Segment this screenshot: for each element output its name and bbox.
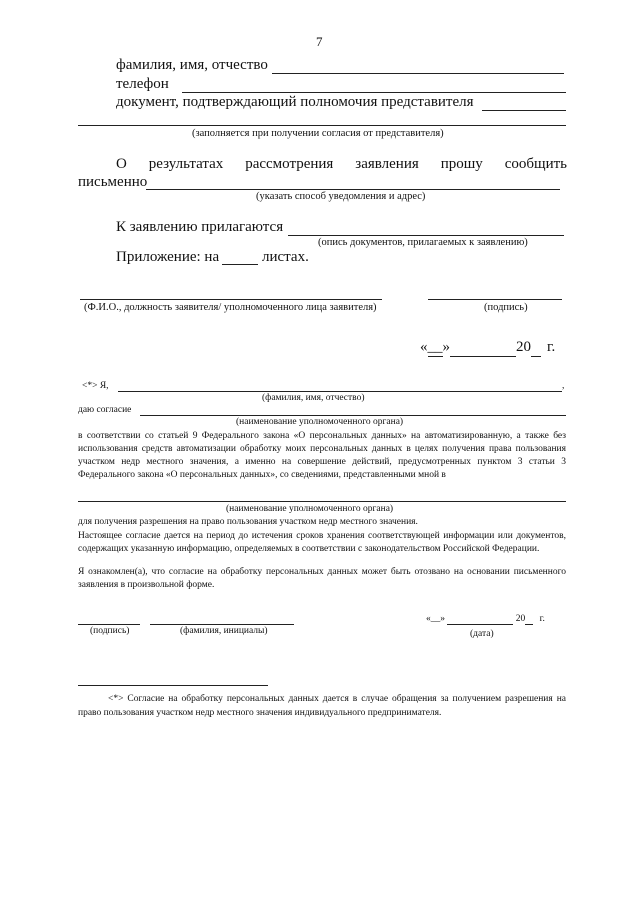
consent-year-line[interactable] <box>525 614 533 625</box>
consent-give-label: даю согласие <box>78 405 132 415</box>
date-close-quote: » <box>442 339 450 355</box>
result-method-line[interactable] <box>146 189 560 190</box>
applicant-sign-line[interactable] <box>428 299 562 300</box>
consent-year-prefix: 20 <box>515 614 526 624</box>
result-word: рассмотрения <box>245 156 334 172</box>
consent-ya: Я, <box>99 381 109 391</box>
appendix-suffix: листах. <box>262 249 309 265</box>
consent-date-note: (дата) <box>470 629 494 639</box>
rep-fio-label: фамилия, имя, отчество <box>116 57 268 73</box>
consent-comma: , <box>562 381 565 391</box>
result-request-line <box>116 156 567 173</box>
rep-fio-line[interactable] <box>272 73 564 74</box>
consent-organ-line-2[interactable] <box>78 501 566 502</box>
consent-initials-line[interactable] <box>150 624 294 625</box>
result-word: О <box>116 156 127 172</box>
rep-doc-label: документ, подтверждающий полномочия представителя <box>116 94 474 110</box>
consent-intro <box>82 381 109 391</box>
result-word: сообщить <box>504 156 567 172</box>
page-number: 7 <box>316 34 323 49</box>
attach-note: (опись документов, прилагаемых к заявлению) <box>318 237 528 248</box>
day-blank[interactable]: __ <box>427 339 443 355</box>
result-word: прошу <box>440 156 483 172</box>
footnote-separator <box>78 685 268 686</box>
consent-fio-note: (фамилия, имя, отчество) <box>262 393 365 403</box>
appendix-prefix: Приложение: на <box>116 249 220 265</box>
consent-month-line[interactable] <box>447 614 513 625</box>
consent-date <box>426 614 545 625</box>
footnote-marker: <*> <box>82 381 98 391</box>
consent-sign-note: (подпись) <box>90 626 130 636</box>
rep-extra-line[interactable] <box>78 125 566 126</box>
result-word: результатах <box>148 156 224 172</box>
date-open-quote: « <box>420 339 428 355</box>
attach-label: К заявлению прилагаются <box>116 219 284 235</box>
year-prefix: 20 <box>516 339 531 355</box>
appendix-pages-line[interactable] <box>222 264 258 265</box>
year-suffix: г. <box>547 339 556 355</box>
application-date <box>420 339 555 357</box>
applicant-note: (Ф.И.О., должность заявителя/ уполномоченного лица заявителя) <box>84 302 377 313</box>
consent-organ-note-1: (наименование уполномоченного органа) <box>236 417 404 427</box>
applicant-name-line[interactable] <box>80 299 382 300</box>
year-line[interactable] <box>531 339 541 357</box>
consent-date-day[interactable]: «__» <box>426 614 445 624</box>
applicant-sign-note: (подпись) <box>484 302 528 313</box>
consent-paragraph-1: в соответствии со статьей 9 Федерального закона «О персональных данных» на автоматизированную, а также без использования средств автоматизации обработку моих персональных данных в целях получения права пользования участком недр местного значения, а именно на совершение действий, предусмотренных пунктом 3 статьи 3 Федерального закона «О персональных данных», со сведениями, представленными мной в <box>78 431 566 480</box>
consent-organ-line-1[interactable] <box>140 415 566 416</box>
rep-phone-line[interactable] <box>182 92 566 93</box>
consent-fio-line[interactable] <box>118 391 562 392</box>
rep-phone-label: телефон <box>116 76 169 92</box>
consent-initials-note: (фамилия, инициалы) <box>180 626 268 636</box>
rep-doc-line[interactable] <box>482 110 566 111</box>
consent-paragraph-4: Я ознакомлен(а), что согласие на обработку персональных данных может быть отозвано на основании письменного заявления в произвольной форме. <box>78 567 566 590</box>
result-note: (указать способ уведомления и адрес) <box>256 191 426 202</box>
consent-paragraph-2: для получения разрешения на право пользования участком недр местного значения. <box>78 517 418 527</box>
result-word: заявления <box>355 156 419 172</box>
result-method-label: письменно <box>78 174 148 190</box>
footnote-text: <*> Согласие на обработку персональных данных дается в случае обращения за получением разрешения на право пользования участком недр местного значения индивидуального предпринимателя. <box>78 694 566 718</box>
month-line[interactable] <box>450 339 516 357</box>
attach-line[interactable] <box>288 235 564 236</box>
consent-organ-note-2: (наименование уполномоченного органа) <box>226 504 394 514</box>
rep-note: (заполняется при получении согласия от представителя) <box>192 128 444 139</box>
consent-sign-line[interactable] <box>78 624 140 625</box>
consent-paragraph-3: Настоящее согласие дается на период до истечения сроков хранения соответствующей информации или документов, содержащих указанную информацию, определяемых в соответствии с законодательством Российской Федерации. <box>78 531 566 554</box>
consent-year-suffix: г. <box>539 614 545 624</box>
